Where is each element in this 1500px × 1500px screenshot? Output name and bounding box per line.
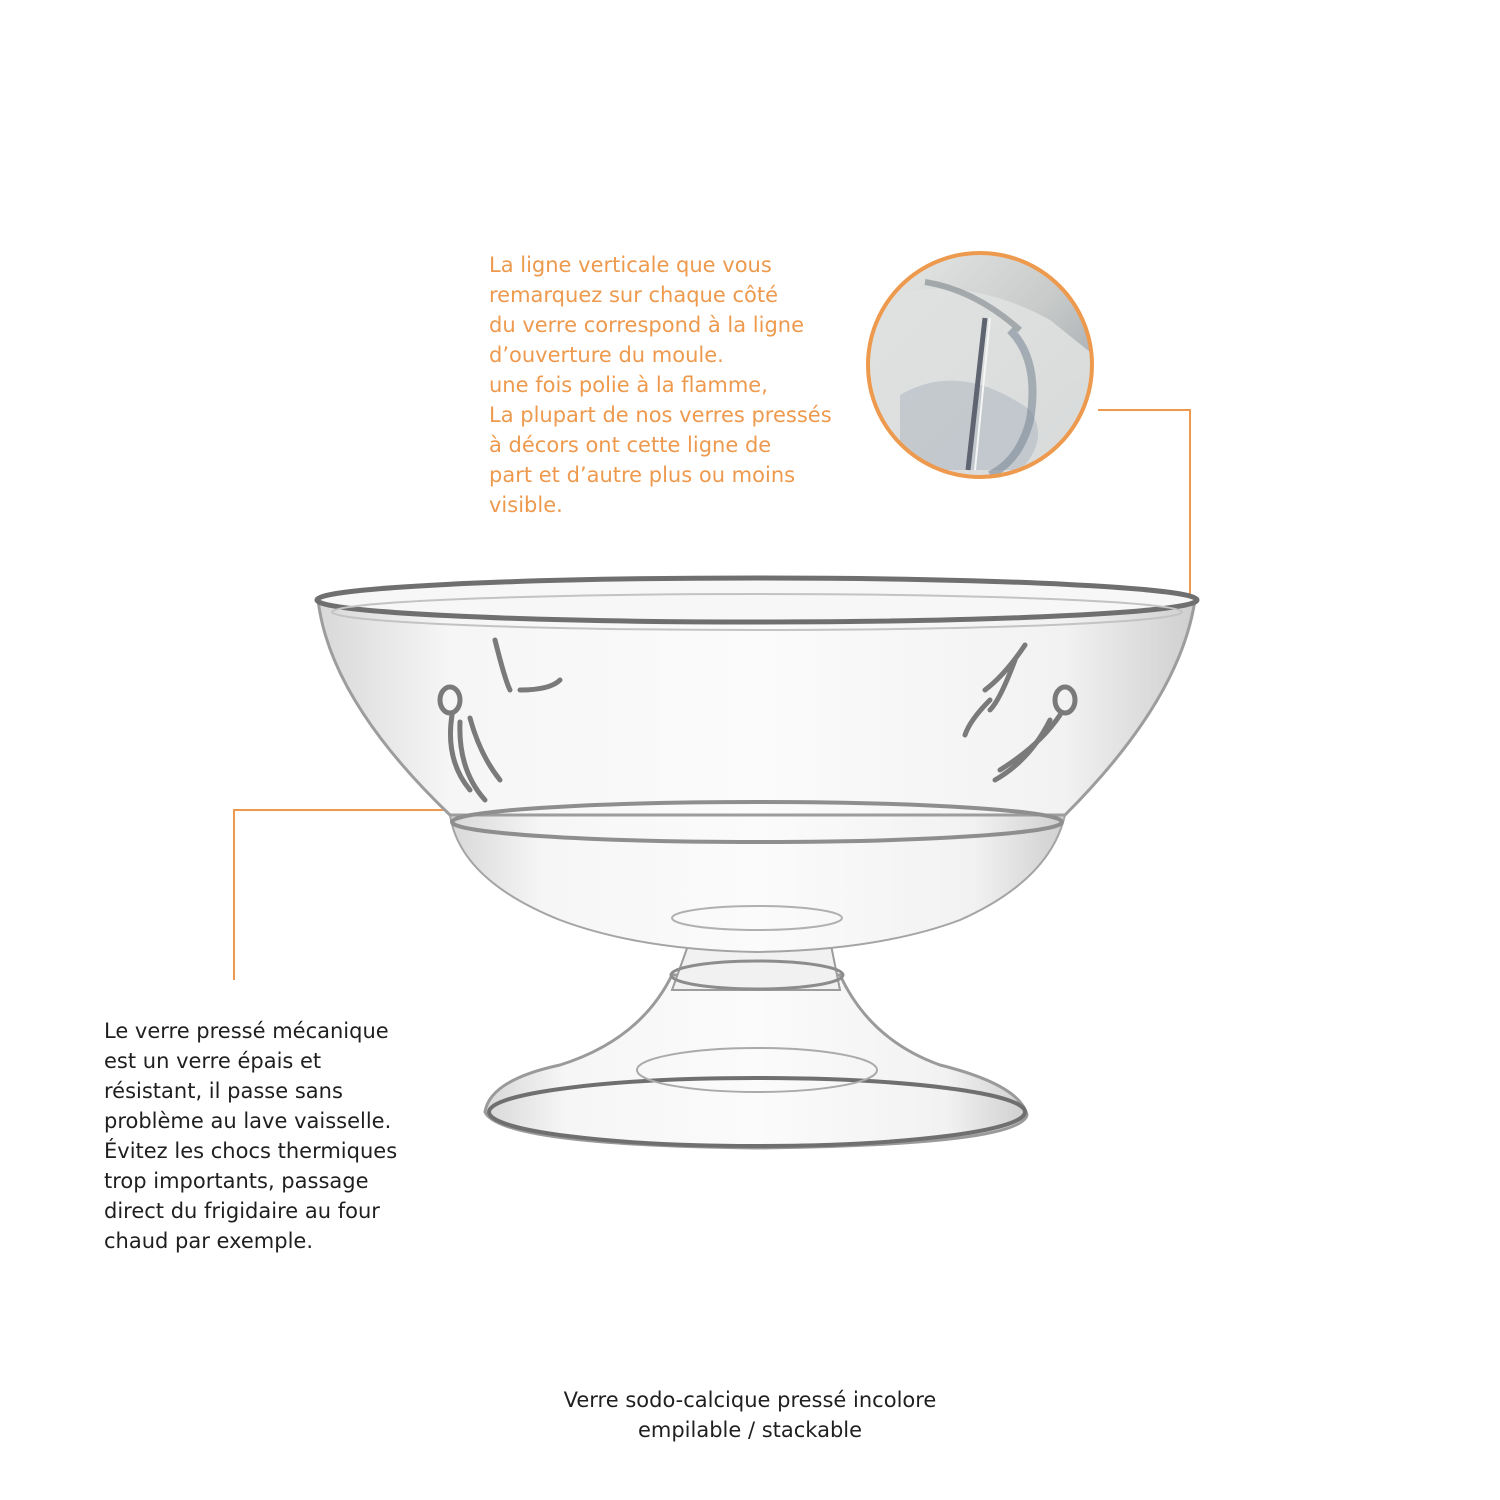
caption-subtitle: empilable / stackable [637,1418,863,1442]
mould-line-note: La ligne verticale que vous remarquez sur chaque côté du verre correspond à la ligne d’ouverture du moule. une fois polie à la flamme, La plupart de nos verres pressés à décors ont cette ligne de part et d’autre plus ou moins visible. [489,253,832,517]
glass-bowl [317,578,1197,1148]
durability-note: Le verre pressé mécanique est un verre épais et résistant, il passe sans problème au lave vaisselle. Évitez les chocs thermiques trop importants, passage direct du frigidaire au four chaud par exemple. [104,1019,398,1253]
callout-line-bottom [234,810,452,980]
callout-line-top [1098,410,1190,598]
caption-title: Verre sodo-calcique pressé incolore [563,1388,937,1412]
zoom-circle [868,253,1100,480]
